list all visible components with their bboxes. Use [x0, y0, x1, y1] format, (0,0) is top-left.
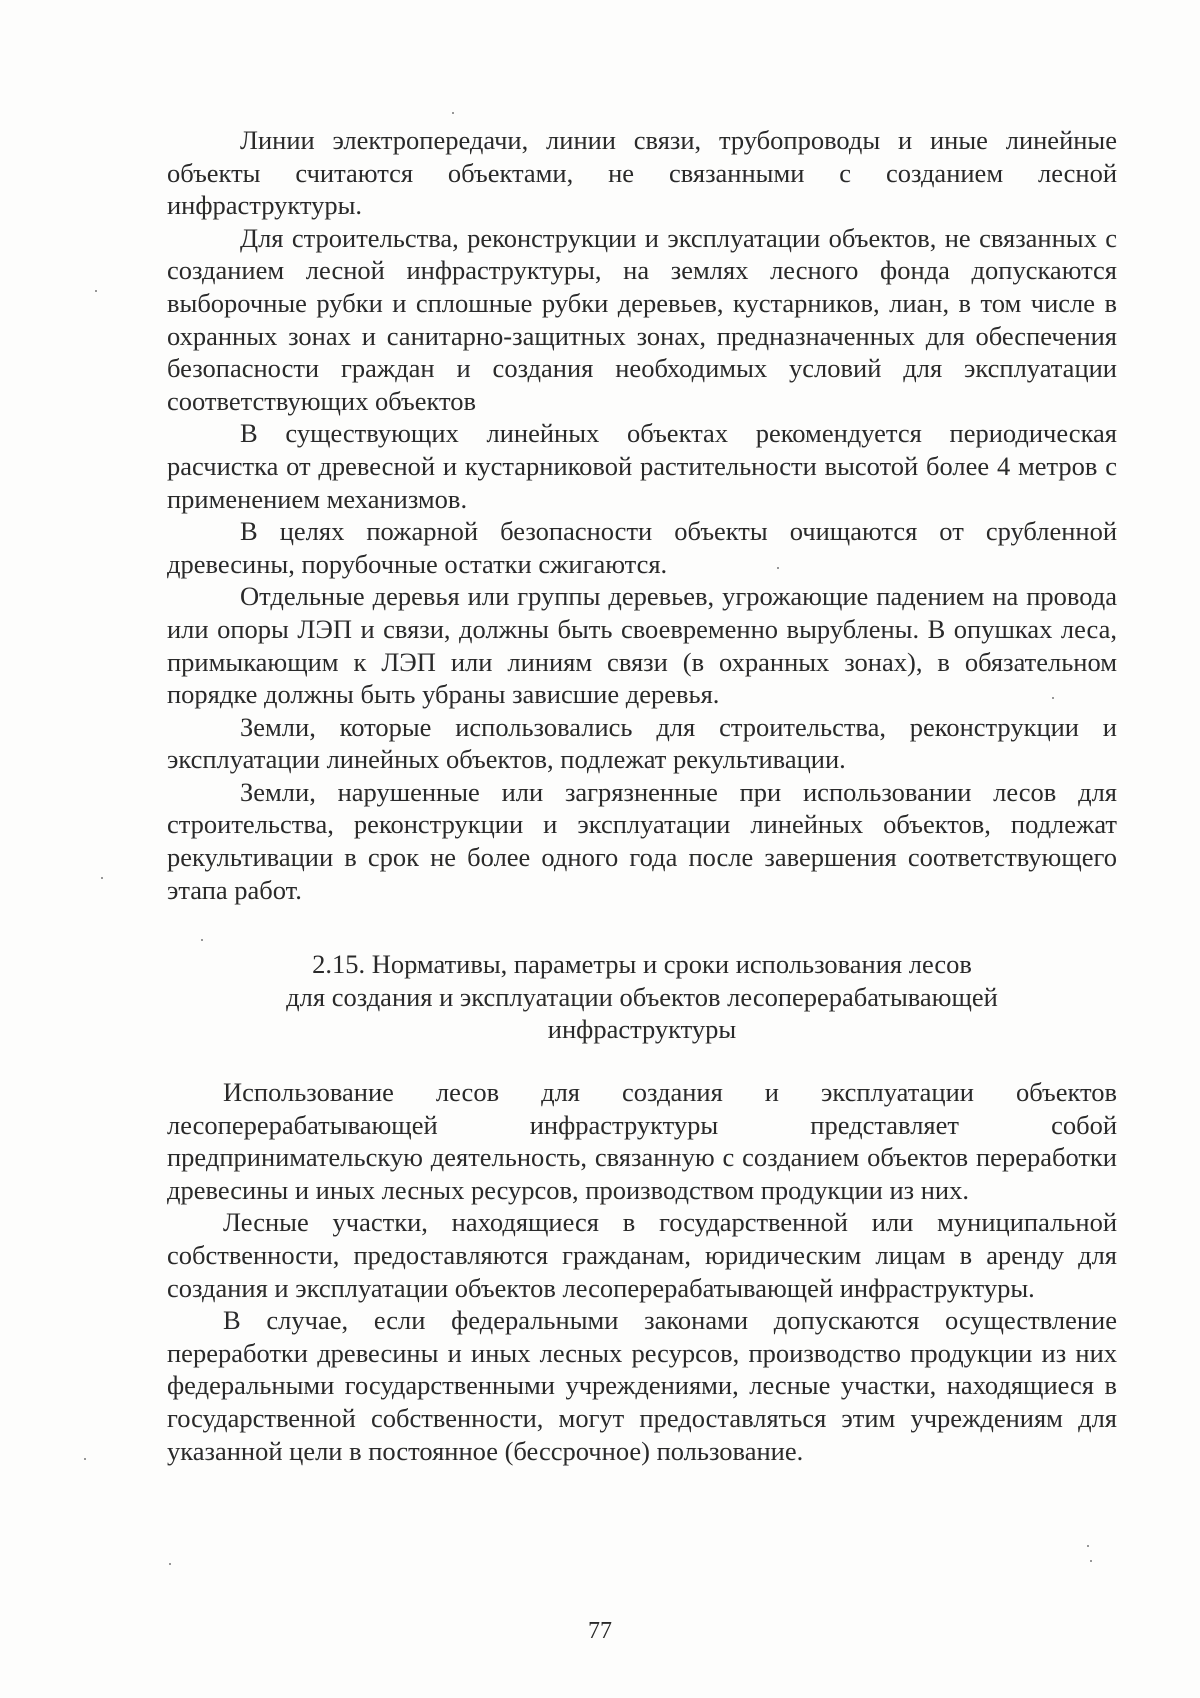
paragraph: Земли, которые использовались для строительства, реконструкции и эксплуатации линейных объектов, подлежат рекультивации. [167, 711, 1117, 775]
paragraph: В целях пожарной безопасности объекты очищаются от срубленной древесины, порубочные остатки сжигаются. [167, 516, 1117, 579]
scan-speck [201, 939, 203, 941]
body-text-bottom [167, 1076, 1117, 1467]
scan-speck [1052, 697, 1054, 699]
scan-speck [1090, 1560, 1092, 1562]
paragraph: Использование лесов для создания и эксплуатации объектов лесоперерабатывающей инфраструктуры представляет собой предпринимательскую деятельность, связанную с созданием объектов переработки древесины и иных лесных ресурсов, производством продукции из них. [167, 1077, 1117, 1205]
paragraph: Лесные участки, находящиеся в государственной или муниципальной собственности, предоставляются гражданам, юридическим лицам в аренду для создания и эксплуатации объектов лесоперерабатывающей инфраструктуры. [167, 1207, 1117, 1303]
paragraph: В существующих линейных объектах рекомендуется периодическая расчистка от древесной и кустарниковой растительности высотой более 4 метров с применением механизмов. [167, 418, 1117, 514]
scan-speck [95, 290, 97, 292]
scan-speck [84, 1458, 86, 1460]
paragraph: Земли, нарушенные или загрязненные при использовании лесов для строительства, реконструкции и эксплуатации линейных объектов, подлежат рекультивации в срок не более одного года после завершения соответствующего этапа работ. [167, 776, 1117, 905]
paragraph: Отдельные деревья или группы деревьев, угрожающие падением на провода или опоры ЛЭП и связи, должны быть своевременно вырублены. В опушках леса, примыкающим к ЛЭП или линиям связи (в охранных зонах), в обязательном порядке должны быть убраны зависшие деревья. [167, 581, 1117, 710]
section-heading [167, 948, 1117, 1046]
paragraph: Для строительства, реконструкции и эксплуатации объектов, не связанных с созданием лесной инфраструктуры, на землях лесного фонда допускаются выборочные рубки и сплошные рубки деревьев, кустарников, лиан, в том числе в охранных зонах и санитарно-защитных зонах, предназначенных для обеспечения безопасности граждан и создания необходимых условий для эксплуатации соответствующих объектов [167, 222, 1117, 416]
scan-speck [1087, 1545, 1089, 1547]
section-heading-line: инфраструктуры [547, 1014, 737, 1045]
page-number: 77 [588, 1618, 612, 1644]
scan-speck [777, 567, 779, 569]
scan-speck [169, 1563, 171, 1565]
scan-speck [101, 877, 103, 879]
section-heading-line: для создания и эксплуатации объектов лесоперерабатывающей [286, 981, 998, 1012]
paragraph: Линии электропередачи, линии связи, трубопроводы и иные линейные объекты считаются объектами, не связанными с созданием лесной инфраструктуры. [167, 125, 1117, 221]
body-text-top [167, 124, 1117, 906]
section-heading-line: 2.15. Нормативы, параметры и сроки использования лесов [312, 949, 972, 979]
scan-speck [452, 112, 454, 114]
paragraph: В случае, если федеральными законами допускаются осуществление переработки древесины и иных лесных ресурсов, производство продукции из них федеральными государственными учреждениями, лесные участки, находящиеся в государственной собственности, могут предоставляться этим учреждениям для указанной цели в постоянное (бессрочное) пользование. [167, 1305, 1117, 1466]
